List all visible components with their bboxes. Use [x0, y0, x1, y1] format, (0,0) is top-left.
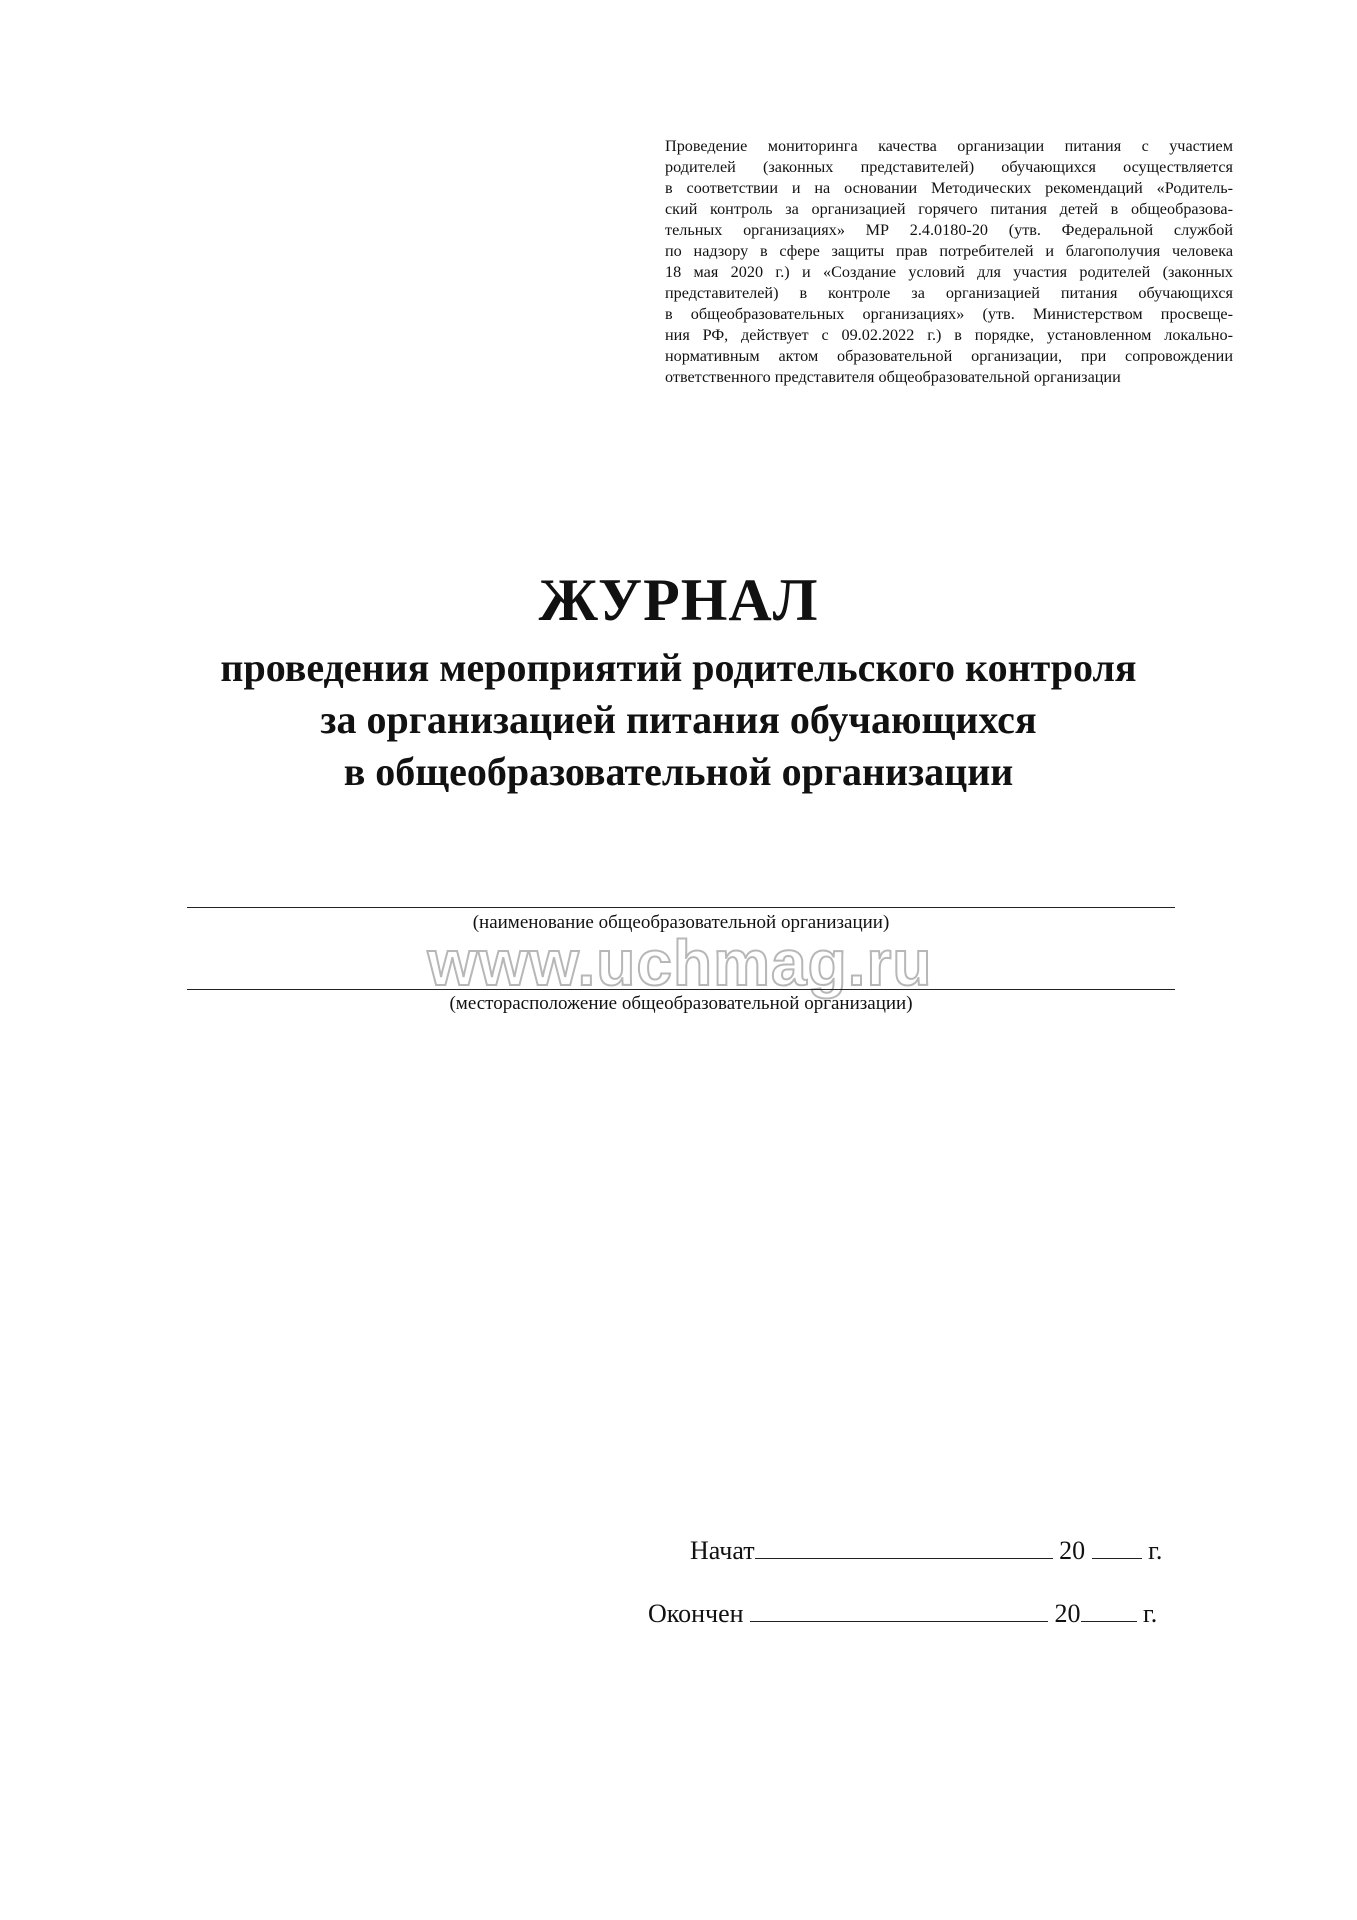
preface-line: тельных организациях» МР 2.4.0180-20 (утв. Федеральной службой	[665, 221, 1233, 239]
ended-date-blank[interactable]	[750, 1599, 1048, 1622]
title-main: ЖУРНАЛ	[538, 567, 819, 633]
ended-year-prefix: 20	[1054, 1599, 1081, 1628]
ended-label: Окончен	[648, 1599, 744, 1628]
preface-line: представителей) в контроле за организацией питания обучающихся	[665, 284, 1233, 302]
started-year-blank[interactable]	[1092, 1536, 1142, 1559]
started-date-row	[690, 1535, 1162, 1567]
org-location-caption: (месторасположение общеобразовательной организации)	[449, 993, 913, 1014]
preface-line: в соответствии и на основании Методических рекомендаций «Родитель-	[665, 179, 1233, 197]
preface-line: ния РФ, действует с 09.02.2022 г.) в порядке, установленном локально-	[665, 326, 1233, 344]
preface-line: Проведение мониторинга качества организации питания с участием	[665, 137, 1233, 155]
ended-date-row	[648, 1598, 1157, 1630]
org-location-line[interactable]	[187, 989, 1175, 990]
title-subtitle-line: проведения мероприятий родительского контроля	[220, 645, 1137, 690]
preface-line: ответственного представителя общеобразовательной организации	[665, 368, 1121, 386]
ended-year-suffix: г.	[1143, 1599, 1158, 1628]
started-date-blank[interactable]	[755, 1536, 1053, 1559]
started-year-prefix: 20	[1059, 1536, 1086, 1565]
preface-line: в общеобразовательных организациях» (утв. Министерством просвеще-	[665, 305, 1233, 323]
document-title	[0, 564, 1357, 798]
watermark: www.uchmag.ru	[427, 927, 933, 999]
org-name-line[interactable]	[187, 907, 1175, 908]
started-label: Начат	[690, 1536, 755, 1565]
preface-line: ский контроль за организацией горячего питания детей в общеобразова-	[665, 200, 1233, 218]
preface-line: родителей (законных представителей) обучающихся осуществляется	[665, 158, 1233, 176]
preface-paragraph	[665, 136, 1233, 388]
ended-year-blank[interactable]	[1081, 1599, 1137, 1622]
title-subtitle-line: за организацией питания обучающихся	[320, 697, 1037, 742]
title-subtitle	[0, 642, 1357, 798]
org-name-caption: (наименование общеобразовательной организации)	[472, 912, 890, 933]
preface-line: по надзору в сфере защиты прав потребителей и благополучия человека	[665, 242, 1233, 260]
preface-line: 18 мая 2020 г.) и «Создание условий для участия родителей (законных	[665, 263, 1233, 281]
title-subtitle-line: в общеобразовательной организации	[343, 749, 1014, 794]
preface-line: нормативным актом образовательной организации, при сопровождении	[665, 347, 1233, 365]
started-year-suffix: г.	[1148, 1536, 1163, 1565]
